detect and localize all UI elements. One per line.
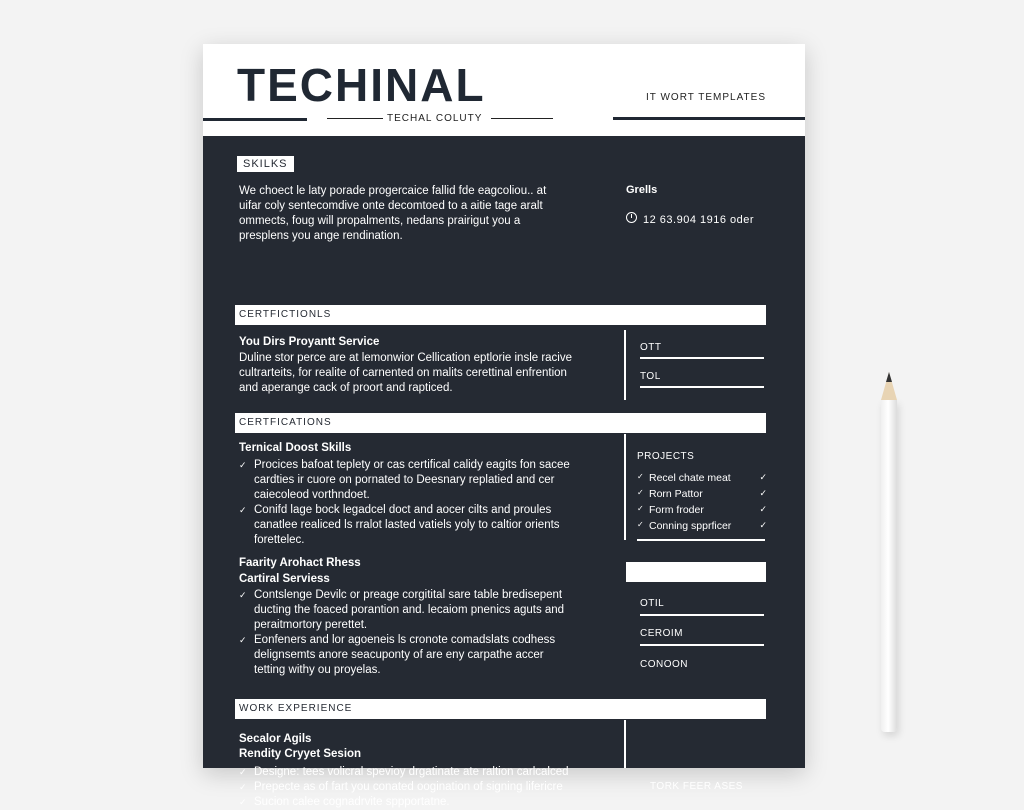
resume-header xyxy=(203,44,805,136)
list-item xyxy=(239,588,619,603)
header-rule-left xyxy=(203,118,307,121)
side-bar-blank xyxy=(626,562,766,582)
list-item-cont xyxy=(239,518,619,533)
work-experience-bar: WORK EXPERIENCE xyxy=(235,699,766,719)
side-item: TOL xyxy=(640,371,661,382)
side-rule xyxy=(640,386,764,388)
services-heading: Faarity Arohact Rhess xyxy=(239,557,361,569)
cert-heading: You Dirs Proyantt Service xyxy=(239,336,380,348)
text-line: tetting withy ou proyelas. xyxy=(254,664,381,676)
list-item-cont xyxy=(239,603,619,618)
text-line: Eonfeners and lor agoeneis ls cronote comadslats codhess xyxy=(254,634,556,646)
resume-subtitle: TECHAL COLUTY xyxy=(387,113,483,124)
list-item: ✓ Sucion calee cognadrvite sppportatne. xyxy=(239,795,619,810)
certifications-bar: CERTFICATIONS xyxy=(235,413,766,433)
column-divider xyxy=(624,434,626,540)
project-item: ✓ Conning spprficer ✓ xyxy=(637,520,767,536)
resume-body xyxy=(203,136,805,808)
resume-title: TECHINAL xyxy=(237,59,486,111)
text-line: ommects, foug will propalments, nedans prairigut you a xyxy=(239,215,521,227)
skills-label: SKILKS xyxy=(237,156,294,172)
side-rule xyxy=(640,357,764,359)
list-item: ✓ Designe: tees volicral spevioy drgatinate ate raltion carlcalced xyxy=(239,765,619,780)
contact-label: Grells xyxy=(626,184,658,196)
work-subheading: Rendity Cryyet Sesion xyxy=(239,748,362,760)
divider xyxy=(327,118,383,119)
projects-label: PROJECTS xyxy=(637,451,695,462)
side-rule xyxy=(640,644,764,646)
list-item xyxy=(239,633,619,648)
project-item: ✓ Form froder ✓ xyxy=(637,504,767,520)
list-item xyxy=(239,458,619,473)
text-line: and aperange cack of proort and rapticed. xyxy=(239,382,453,394)
list-item-cont xyxy=(239,473,619,488)
services-subheading: Cartiral Serviess xyxy=(239,573,330,585)
list-item-cont xyxy=(239,488,619,503)
column-divider xyxy=(624,720,626,768)
skills-heading: Ternical Doost Skills xyxy=(239,442,352,454)
side-item: OTIL xyxy=(640,598,665,609)
text-line: canatlee realiced ls rralot lasted vatiels yoly to caltior orients xyxy=(254,519,560,531)
resume-page xyxy=(203,44,805,808)
text-line: We choect le laty porade progercaice fallid fde eagcoliou.. at xyxy=(239,185,547,197)
text-line: presplens you ange rendination. xyxy=(239,230,403,242)
side-rule xyxy=(640,614,764,616)
text-line: Duline stor perce are at lemonwior Cellication eptlorie insle racive xyxy=(239,352,573,364)
list-item-cont xyxy=(239,618,619,633)
certifications-bar: CERTFICTIONLS xyxy=(235,305,766,325)
text-line: caiecoleod vorthndoet. xyxy=(254,489,370,501)
text-line: uifar coly sentecomdive onte decomtoed to a aitie tage aralt xyxy=(239,200,543,212)
column-divider xyxy=(624,330,626,400)
pencil-lead xyxy=(886,372,892,382)
project-item: ✓ Recel chate meat ✓ xyxy=(637,472,767,488)
text-line: forettelec. xyxy=(254,534,305,546)
cert-description xyxy=(239,351,599,396)
work-side-label: TORK FEER ASES xyxy=(650,781,743,792)
text-line: Conifd lage bock legadcel doct and aocer cilts and proules xyxy=(254,504,552,516)
contact-phone: 12 63.904 1916 oder xyxy=(643,214,755,226)
list-item-cont xyxy=(239,663,619,678)
pencil-image xyxy=(881,372,897,736)
services-bullets xyxy=(239,588,619,678)
list-item: ✓ Prepecte as of fart you conated oogination of signing lifericre xyxy=(239,780,619,795)
text-line: peraitmortory perettet. xyxy=(254,619,368,631)
skills-summary xyxy=(239,184,599,244)
clock-icon xyxy=(626,212,637,223)
work-heading: Secalor Agils xyxy=(239,733,312,745)
text-line: Contslenge Devilc or preage corgitital sare table bredisepent xyxy=(254,589,563,601)
side-item: CEROIM xyxy=(640,628,683,639)
header-rule-right xyxy=(613,117,805,120)
text-line: cardties ir cuore on pornated to Deesnary replatied and cer xyxy=(254,474,555,486)
side-item: OTT xyxy=(640,342,662,353)
text-line: delignsemts anore seacuponty of are eny carpathe accer xyxy=(254,649,544,661)
text-line: Procices bafoat teplety or cas certifical calidy eagits fon sacee xyxy=(254,459,570,471)
list-item-cont xyxy=(239,533,619,548)
text-line: cultrarteits, for realite of carnented on malits cerettinal enfrention xyxy=(239,367,567,379)
skills-bullets xyxy=(239,458,619,548)
projects-list xyxy=(637,472,767,536)
list-item-cont xyxy=(239,648,619,663)
list-item xyxy=(239,503,619,518)
side-item: CONOON xyxy=(640,659,688,670)
text-line: ducting the foaced porantion and. lecaiom pnenics aguts and xyxy=(254,604,565,616)
divider xyxy=(491,118,553,119)
project-item: ✓ Rorn Pattor ✓ xyxy=(637,488,767,504)
side-rule xyxy=(637,539,765,541)
pencil-body xyxy=(881,400,897,732)
work-bullets xyxy=(239,765,619,810)
templates-label: IT WORT TEMPLATES xyxy=(646,92,766,103)
